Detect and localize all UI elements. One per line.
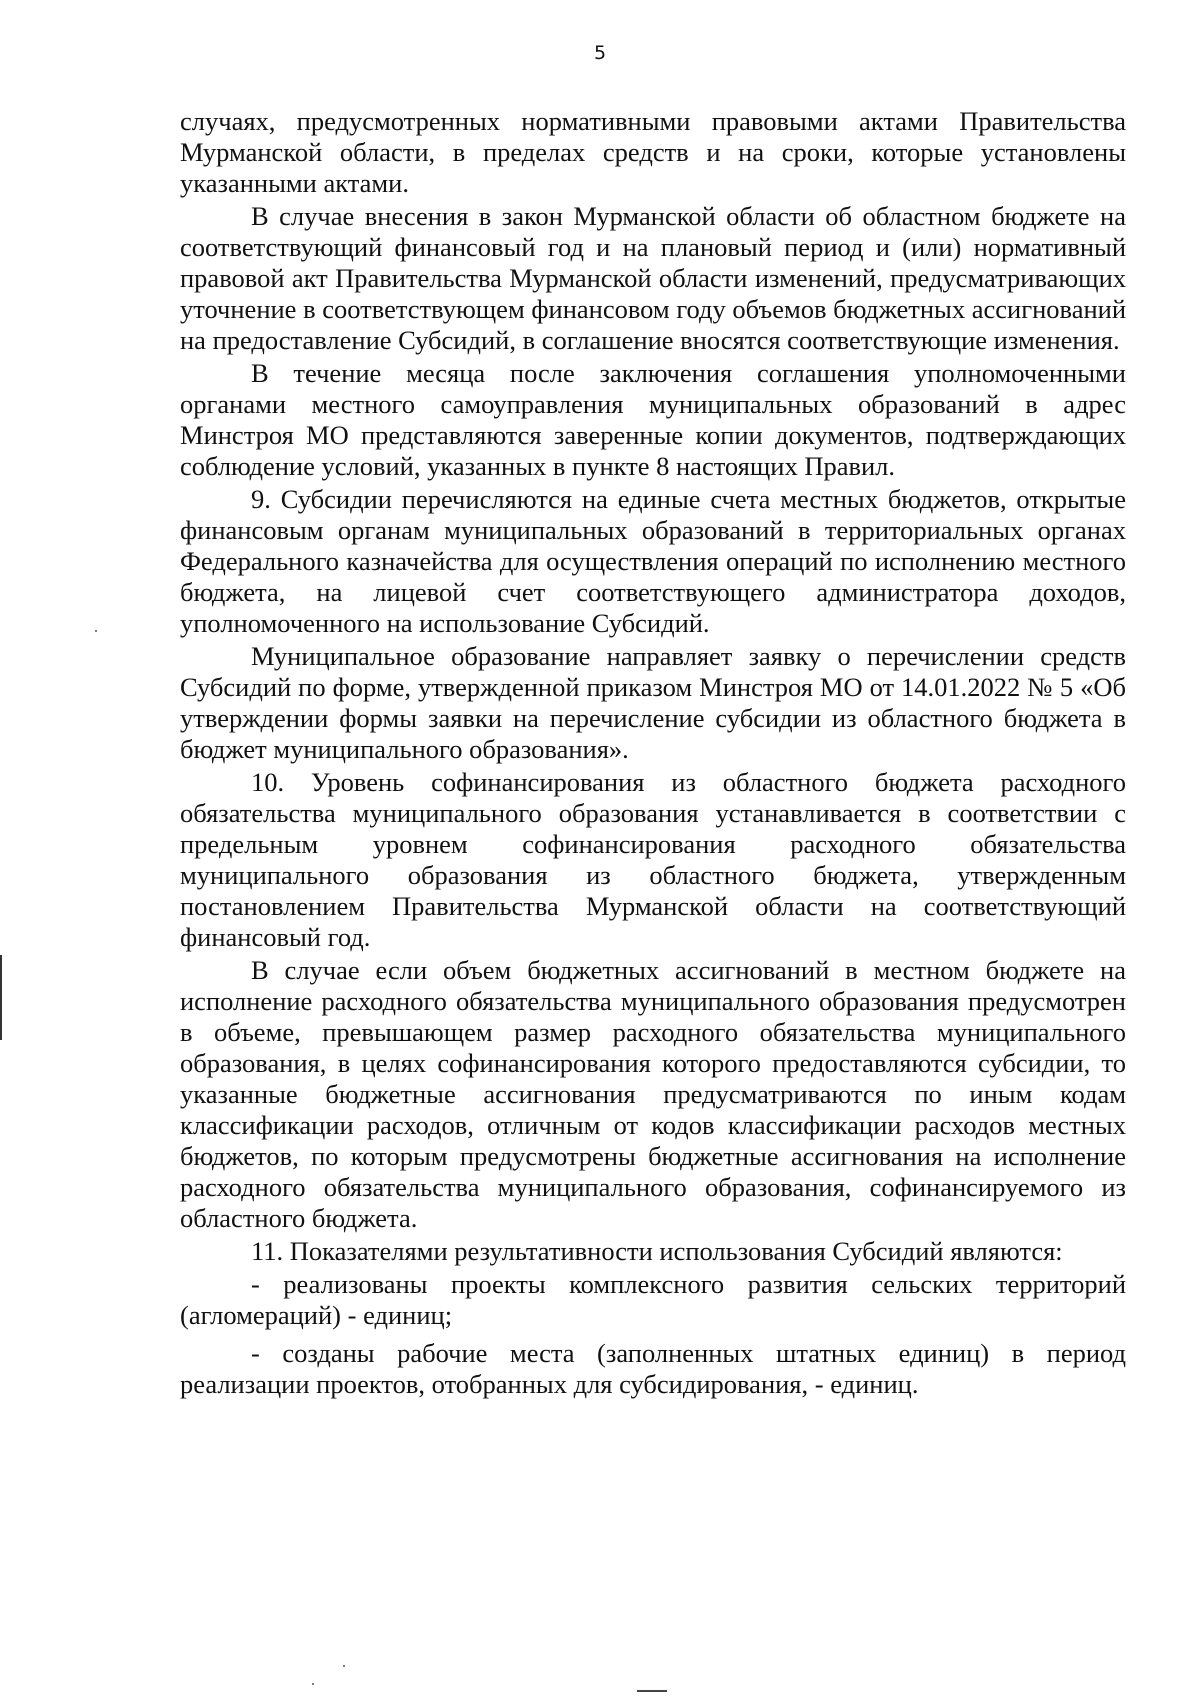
scan-bottom-mark (637, 1690, 667, 1692)
list-item-jobs: - созданы рабочие места (заполненных штатных единиц) в период реализации проектов, отобранных для субсидирования, - единиц. (180, 1338, 1126, 1399)
list-item-projects: - реализованы проекты комплексного развития сельских территорий (агломераций) - единиц; (180, 1269, 1126, 1330)
paragraph-clause-10: 10. Уровень софинансирования из областного бюджета расходного обязательства муниципального образования устанавливается в соответствии с предельным уровнем софинансирования расходного обязательства муниципального образования из областного бюджета, утвержденным постановлением Правительства Мурманской области на соответствующий финансовый год. (180, 767, 1126, 952)
paragraph-clause-11: 11. Показателями результативности использования Субсидий являются: (251, 1236, 1063, 1266)
scan-edge-mark (0, 955, 2, 1040)
scan-speck (312, 1683, 314, 1685)
scan-speck (343, 1665, 345, 1667)
page-number: 5 (593, 42, 607, 64)
paragraph-budget-law-changes: В случае внесения в закон Мурманской области об областном бюджете на соответствующий финансовый год и на плановый период и (или) нормативный правовой акт Правительства Мурманской области изменений, предусматривающих уточнение в соответствующем финансовом году объемов бюджетных ассигнований на предоставление Субсидий, в соглашение вносятся соответствующие изменения. (180, 201, 1126, 355)
paragraph-transfer-request: Муниципальное образование направляет заявку о перечислении средств Субсидий по форме, утвержденной приказом Минстроя МО от 14.01.2022 № 5 «Об утверждении формы заявки на перечисление субсидии из областного бюджета в бюджет муниципального образования». (180, 641, 1126, 764)
document-body (180, 106, 1126, 1407)
paragraph-continuation: случаях, предусмотренных нормативными правовыми актами Правительства Мурманской области, в пределах средств и на сроки, которые установлены указанными актами. (180, 106, 1126, 198)
paragraph-clause-9: 9. Субсидии перечисляются на единые счета местных бюджетов, открытые финансовым органам муниципальных образований в территориальных органах Федерального казначейства для осуществления операций по исполнению местного бюджета, на лицевой счет соответствующего администратора доходов, уполномоченного на использование Субсидий. (180, 484, 1126, 638)
scan-speck (95, 630, 97, 632)
paragraph-document-copies: В течение месяца после заключения соглашения уполномоченными органами местного самоуправления муниципальных образований в адрес Минстроя МО представляются заверенные копии документов, подтверждающих соблюдение условий, указанных в пункте 8 настоящих Правил. (180, 358, 1126, 481)
paragraph-excess-allocations: В случае если объем бюджетных ассигнований в местном бюджете на исполнение расходного обязательства муниципального образования предусмотрен в объеме, превышающем размер расходного обязательства муниципального образования, в целях софинансирования которого предоставляются субсидии, то указанные бюджетные ассигнования предусматриваются по иным кодам классификации расходов, отличным от кодов классификации расходов местных бюджетов, по которым предусмотрены бюджетные ассигнования на исполнение расходного обязательства муниципального образования, софинансируемого из областного бюджета. (180, 955, 1126, 1233)
